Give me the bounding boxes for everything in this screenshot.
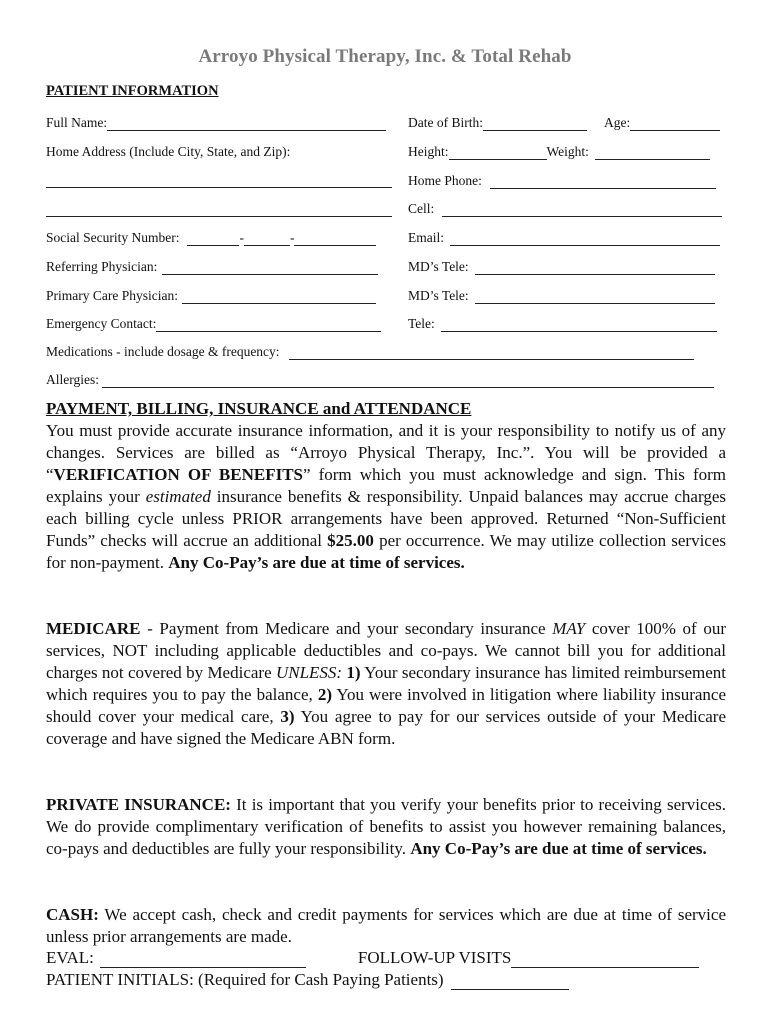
full-name-input-line[interactable] [107, 117, 386, 131]
eval-label: EVAL: [46, 948, 94, 967]
emergency-contact-input-line[interactable] [156, 318, 381, 332]
email-input-line[interactable] [450, 232, 720, 246]
page-title: Arroyo Physical Therapy, Inc. & Total Rehab [198, 46, 572, 67]
tele-field[interactable]: Tele: [408, 316, 717, 332]
address-line-1[interactable] [46, 186, 392, 188]
cash-paragraph: CASH: We accept cash, check and credit payments for services which are due at time of service unless prior arrangements are made. [46, 905, 726, 946]
ssn-field[interactable]: Social Security Number: - - [46, 230, 376, 246]
cell-input-line[interactable] [442, 203, 722, 217]
ssn-part-1[interactable] [187, 232, 239, 246]
home-phone-input-line[interactable] [490, 175, 716, 189]
height-input-line[interactable] [449, 146, 547, 160]
medications-field[interactable]: Medications - include dosage & frequency: [46, 344, 694, 360]
md-tele-2-input-line[interactable] [475, 290, 715, 304]
ssn-part-2[interactable] [244, 232, 290, 246]
followup-label: FOLLOW-UP VISITS [357, 948, 512, 967]
age-input-line[interactable] [630, 117, 720, 131]
payment-heading: PAYMENT, BILLING, INSURANCE and ATTENDANCE [46, 399, 472, 418]
medications-input-line[interactable] [289, 346, 694, 360]
allergies-input-line[interactable] [102, 374, 714, 388]
eval-followup-row [46, 948, 699, 968]
payment-paragraph: You must provide accurate insurance information, and it is your responsibility to notify us of any changes. Services are billed as “Arroyo Physical Therapy, Inc.”. You will be provided a “VERIFICATION OF BENEFITS” form which you must acknowledge and sign. This form explains your estimated insurance benefits & responsibility. Unpaid balances may accrue charges each billing cycle unless PRIOR arrangements have been approved. Returned “Non-Sufficient Funds” checks will accrue an additional $25.00 per occurrence. We may utilize collection services for non-payment. Any Co-Pay’s are due at time of services. [46, 421, 726, 572]
md-tele-field-1[interactable]: MD’s Tele: [408, 259, 715, 275]
full-name-field[interactable]: Full Name: [46, 115, 386, 131]
referring-physician-input-line[interactable] [162, 261, 378, 275]
home-phone-field[interactable]: Home Phone: [408, 173, 716, 189]
dob-input-line[interactable] [483, 117, 587, 131]
patient-initials-input-line[interactable] [451, 973, 569, 990]
patient-initials-label: PATIENT INITIALS: (Required for Cash Paying Patients) [46, 970, 444, 989]
email-field[interactable]: Email: [408, 230, 720, 246]
md-tele-1-input-line[interactable] [475, 261, 715, 275]
age-field[interactable]: Age: [604, 115, 720, 131]
address-line-2[interactable] [46, 215, 392, 217]
emergency-contact-field[interactable]: Emergency Contact: [46, 316, 381, 332]
patient-information-heading: PATIENT INFORMATION [46, 83, 219, 99]
primary-care-input-line[interactable] [182, 290, 376, 304]
weight-input-line[interactable] [595, 146, 710, 160]
home-address-label: Home Address (Include City, State, and Zip): [46, 144, 291, 159]
allergies-field[interactable]: Allergies: [46, 372, 714, 388]
tele-input-line[interactable] [441, 318, 717, 332]
date-of-birth-field[interactable]: Date of Birth: [408, 115, 587, 131]
eval-input-line[interactable] [100, 951, 306, 968]
patient-initials-row [46, 970, 569, 990]
medicare-paragraph: MEDICARE - Payment from Medicare and your secondary insurance MAY cover 100% of our services, NOT including applicable deductibles and co-pays. We cannot bill you for additional charges not covered by Medicare UNLESS: 1) Your secondary insurance has limited reimbursement which requires you to pay the balance, 2) You were involved in litigation where liability insurance should cover your medical care, 3) You agree to pay for our services outside of your Medicare coverage and have signed the Medicare ABN form. [46, 619, 726, 748]
height-weight-field[interactable]: Height: Weight: [408, 144, 710, 160]
referring-physician-field[interactable]: Referring Physician: [46, 259, 378, 275]
private-insurance-paragraph: PRIVATE INSURANCE: It is important that you verify your benefits prior to receiving services. We do provide complimentary verification of benefits to assist you however remaining balances, co-pays and deductibles are fully your responsibility. Any Co-Pay’s are due at time of services. [46, 795, 726, 858]
primary-care-physician-field[interactable]: Primary Care Physician: [46, 288, 376, 304]
md-tele-field-2[interactable]: MD’s Tele: [408, 288, 715, 304]
followup-input-line[interactable] [511, 951, 699, 968]
ssn-part-3[interactable] [294, 232, 376, 246]
cell-field[interactable]: Cell: [408, 201, 722, 217]
